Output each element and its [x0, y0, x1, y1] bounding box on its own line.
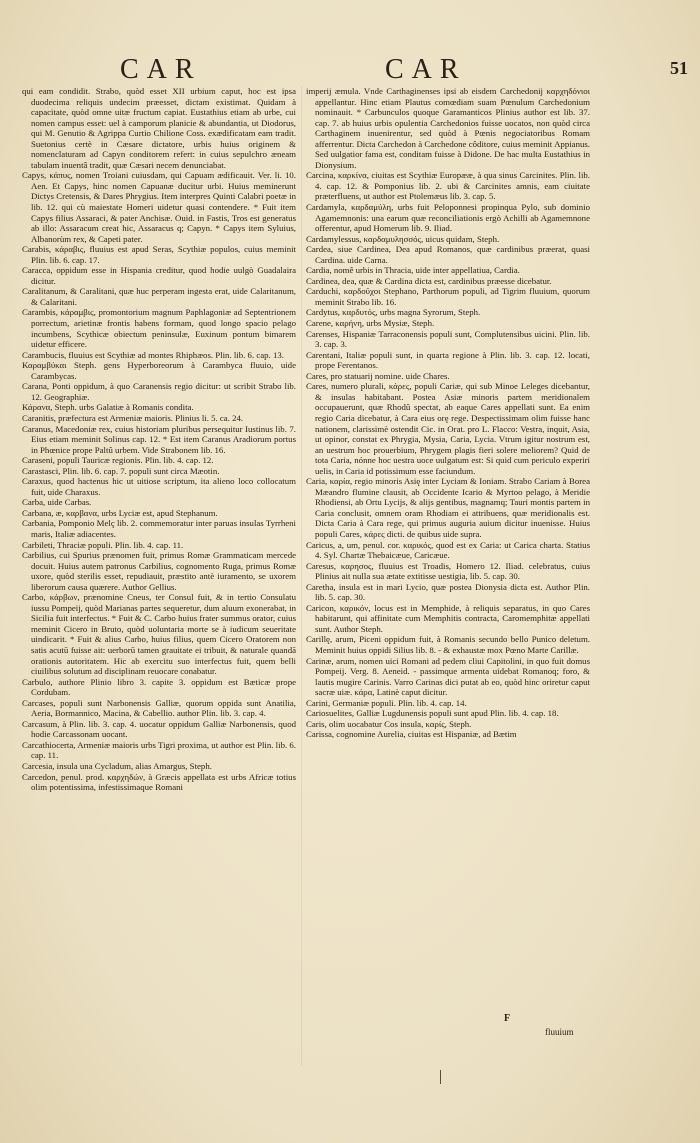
dictionary-entry: Κάρανα, Steph. urbs Galatiæ à Romanis condita. — [22, 402, 194, 413]
dictionary-entry: Carene, καρήνη, urbs Mysiæ, Steph. — [306, 318, 435, 329]
dictionary-entry: Carbileti, Thraciæ populi. Plin. lib. 4. cap. 11. — [22, 539, 184, 550]
left-column — [22, 86, 296, 793]
dictionary-entry: Carbulo, authore Plinio libro 3. capite 3. oppidum est Bæticæ prope Cordubam. — [22, 676, 296, 698]
dictionary-entry: Carcesia, insula una Cycladum, alias Amargus, Steph. — [22, 761, 212, 771]
dictionary-entry: Carcathiocerta, Armeniæ maioris urbs Tigri proxima, ut author est Plin. lib. 6. cap. 11. — [22, 739, 296, 761]
dictionary-entry: Cardia, nomê urbis in Thracia, uide inter appellatiua, Cardia. — [306, 265, 520, 276]
dictionary-entry: Carastasci, Plin. lib. 6. cap. 7. populi sunt circa Mæotin. — [22, 465, 220, 476]
dictionary-entry: Καραμβύκαι Steph. gens Hyperboreorum à Carambyca fluuio, uide Carambycas. — [22, 360, 296, 381]
dictionary-entry: Caraxus, quod hactenus hic ut uitiose scriptum, ita alieno loco collocatum fuit, uide Charaxus. — [22, 476, 296, 497]
dictionary-entry: Carambucis, fluuius est Scythiæ ad montes Rhiphæos. Plin. lib. 6. cap. 13. — [22, 349, 284, 360]
dictionary-entry: Cares, numero plurali, κάρες, populi Cariæ, qui sub Minoe Leleges dicebantur, & insulas habitabant. Postea Asiæ minoris partem meridionalem occupauerunt, quæ Rhodû spectat, ab eaque Cares appellati sunt. Ea enim regio Caria dicebatur, à Cara eius orę rege. Despectissimam olim fuisse hanc nationem, clarissimè ostendit Cic. in Orat. pro L. Flacco: Vestra, inquit, Asia, ut opinor, constat ex Phrygia, Mysia, Caria, Lycia. Vtrum igitur nostrum est, an uestrum hoc prouerbium, Phrygem plagis fieri solere meliorem? Quid de tota Caria, nónne hoc uestra uoce uulgatum est: Si quid cum periculo experiri uelis, in Caria id potissimum esse faciundum. — [306, 381, 590, 476]
right-running-head: CAR — [385, 54, 467, 85]
dictionary-entry: Carcases, populi sunt Narbonensis Galliæ, quorum oppida sunt Anatilia, Aeria, Bormannico, Macina, & Cabellio. author Plin. lib. 3. cap. 4. — [22, 697, 296, 719]
dictionary-entry: Cardea, siue Cardinea, Dea apud Romanos, quæ cardinibus præerat, quasi Cardina. uide Carna. — [306, 244, 590, 265]
dictionary-entry: Cardamylessus, καρδαμυλησσός, uicus quidam, Steph. — [306, 233, 500, 244]
dictionary-entry: Carenses, Hispaniæ Tarraconensis populi sunt, Complutensibus uicini. Plin. lib. 3. cap. 3. — [306, 328, 590, 350]
column-gutter — [301, 86, 302, 1066]
dictionary-entry: Carini, Germaniæ populi. Plin. lib. 4. cap. 14. — [306, 697, 467, 708]
dictionary-entry: Capys, κάπυς, nomen Troiani cuiusdam, qui Capuam ædificauit. Ver. li. 10. Aen. Et Capys, hinc nomen Capuanæ ducitur urbi. Huius meminerunt Dictys Cretensis, & Dares Phrygius. Item interpres Quinti Calabri poetæ in lib. 12. qui cù maiestate Homeri uidetur quasi contendere. * Fuit item Capys filius Assaraci, & pater Anchisæ. Ouid. in Fastis, Tros est generatus ab illo: Assaracum creat hic, Assaracus q; Capyn. * Capys item Syluius, Albanorùm rex, & Capeti pater. — [22, 170, 296, 244]
dictionary-entry: Cardinea, dea, quæ & Cardina dicta est, cardinibus præesse dicebatur. — [306, 275, 552, 286]
dictionary-entry: Caracca, oppidum esse in Hispania creditur, quod hodie uulgò Guadalaira dicitur. — [22, 265, 296, 286]
dictionary-entry: qui eam condidit. Strabo, quòd esset XII urbium caput, hoc est ipsa duodecima reliquis undecim præesset, dictam existimat. Quidam à capacitate, quòd omne uitæ fructum capiat. Eustathius etiam ab urbe, cui nomen campus esset: uel à camporum planicie & abundantia, ut Diodorus, qui M. Genutio & Agrippa Curtio Chilione Coss. exædificatam eam tradit. Suetonius certè in Cæsare dictatore, urbis huius originem & nomenclaturam ad Capyn conditorem refert: in cuius sepulchro æneam tabulam inuentâ tradit, quæ Cæsari necem denunciabat. — [22, 86, 296, 170]
dictionary-entry: Caris, olim uocabatur Cos insula, καρίς, Steph. — [306, 718, 472, 729]
dictionary-entry: Cardytus, καρδυτός, urbs magna Syrorum, Steph. — [306, 307, 481, 318]
dictionary-entry: Caranus, Macedoniæ rex, cuius historiam pluribus persequitur Iustinus lib. 7. Eius etiam meminit Solinus cap. 12. * Est item Caranus Aradiorum portus in Phœnice prope Paltû urbem. Vide Strabonem lib. 16. — [22, 423, 296, 455]
dictionary-entry: Caricus, a, um, penul. cor. καρικός, quod est ex Caria: ut Carica charta. Statius 4. Syl. Chartæ Thebaicæue, Caricæue. — [306, 539, 590, 561]
dictionary-entry: Carduchi, καρδοῦχοι Stephano, Parthorum populi, ad Tigrim fluuium, quorum meminit Strabo lib. 16. — [306, 286, 590, 307]
signature-mark: F — [504, 1013, 511, 1024]
dictionary-entry: Caretha, insula est in mari Lycio, quæ postea Dionysia dicta est. Author Plin. lib. 5. cap. 30. — [306, 581, 590, 603]
dictionary-entry: Carcasum, à Plin. lib. 3. cap. 4. uocatur oppidum Galliæ Narbonensis, quod hodie Carcassonam uocant. — [22, 718, 296, 740]
dictionary-entry: Carana, Ponti oppidum, à quo Caranensis regio dicitur: ut scribit Strabo lib. 12. Geographiæ. — [22, 381, 296, 402]
ink-mark — [440, 1070, 441, 1084]
left-running-head: CAR — [120, 54, 202, 85]
dictionary-entry: Carbo, κάρβων, prænomine Cneus, ter Consul fuit, & in tertio Consulatu iussu Pompeij, quòd Marianas partes sequeretur, dum aluum exonerabat, in Sicilia fuit interfectus. * Fuit & C. Carbo huius frater summus orator, cuius meminit Cicero in Bruto, quòd uoluntaria morte se à iudicum seueritate uindicarit. * Fuit & alius Carbo, huius filius, quem Cicero Oratorem non satis acutū fuisse ait: uerborū tamen grauitate ei tribuit, & naturale quandā orationis autoritatem. Hic ab exercitu suo interfectus fuit, quem belli ciuilibus solutum ad disciplinam reuocare conabatur. — [22, 592, 296, 677]
catchword: fluuium — [545, 1027, 574, 1037]
dictionary-entry: Carbana, æ, καρβανα, urbs Lyciæ est, apud Stephanum. — [22, 507, 218, 518]
dictionary-entry: Carbania, Pomponio Melç lib. 2. commemoratur inter paruas insulas Tyrrheni maris, Italiæ adiacentes. — [22, 518, 296, 539]
dictionary-entry: Carillę, arum, Piceni oppidum fuit, à Romanis secundo bello Punico deletum. Meminit huius oppidi Silius lib. 8. - & exhaustæ mox Pœno Marte Carillæ. — [306, 634, 590, 655]
dictionary-entry: Carentani, Italiæ populi sunt, in quarta regione à Plin. lib. 3. cap. 12. locati, prope Ferentanos. — [306, 349, 590, 371]
page-number: 51 — [670, 58, 688, 78]
dictionary-entry: Cariosuelites, Galliæ Lugdunensis populi sunt apud Plin. lib. 4. cap. 18. — [306, 708, 559, 719]
dictionary-entry: Caranitis, præfectura est Armeniæ maioris. Plinius li. 5. ca. 24. — [22, 412, 244, 423]
dictionary-entry: Carcedon, penul. prod. καρχηδών, à Græcis appellata est urbs Africæ totius olim potentissima, infestissimaque Romani — [22, 771, 296, 793]
dictionary-entry: Carcina, καρκίνα, ciuitas est Scythiæ Europææ, à qua sinus Carcinites. Plin. lib. 4. cap. 12. & Pomponius lib. 2. ubi & Carcinites amnis, eam ciuitate præterfluens, ut author est Ptolemæus lib. 3. cap. 5. — [306, 170, 590, 202]
dictionary-entry: Cardamyla, καρδαμύλη, urbs fuit Peloponnesi propinqua Pylo, sub dominio Agamemnonis: una earum quæ reconciliationis ergò Achilli ab Agamemnone offerentur, apud Homerum lib. 9. Iliad. — [306, 202, 590, 234]
dictionary-entry: Caresus, καρησος, fluuius est Troadis, Homero 12. Iliad. celebratus, cuius Plinius ait nulla sua ætate extitisse uestigia, lib. 5. cap. 30. — [306, 560, 590, 582]
dictionary-entry: Carambis, κάραμβις, promontorium magnum Paphlagoniæ ad Septentrionem porrectum, arietinæ frontis habens formam, quod longo spacio pelago incumbens, Scythicæ obiectum peninsulæ, Euxinum pontum bimarem uidetur efficere. — [22, 307, 296, 350]
dictionary-entry: Carba, uide Carbas. — [22, 497, 92, 508]
dictionary-entry: Carabis, κάραβις, fluuius est apud Seras, Scythiæ populos, cuius meminit Plin. lib. 6. cap. 17. — [22, 244, 296, 265]
dictionary-entry: Caraseni, populi Tauricæ regionis. Plin. lib. 4. cap. 12. — [22, 455, 214, 466]
dictionary-entry: Caralitanum, & Caralitani, quæ huc perperam ingesta erat, uide Calaritanum, & Calaritani. — [22, 286, 296, 307]
dictionary-entry: Carissa, cognomine Aurelia, ciuitas est Hispaniæ, ad Bætim — [306, 729, 517, 740]
dictionary-entry: Caria, καρία, regio minoris Asię inter Lyciam & Ioniam. Strabo Cariam à Borea Mæandro flumine clausit, ab Occidente Icario & Myrtoo pelago, à Meridie Rhodiensi, ab Ortu Lycijs, & alijs gentibus, magnamq; Tauri montis partem in Caria conclusit, omnem oram Rhodiam ei attribuens, quæ meridionalis est. Dicta Caria à Cara rege, qui primus auguria auium dicitur inuenisse. Huius populi Cares, κάρες dicti. de quibus uide supra. — [306, 476, 590, 539]
dictionary-entry: Caricon, καρικόν, locus est in Memphide, à reliquis separatus, in quo Cares habitarunt, qui affinitate cum Memphitis contracta, Caromemphitæ appellati sunt. Author Steph. — [306, 602, 590, 634]
dictionary-entry: imperij æmula. Vnde Carthaginenses ipsi ab eisdem Carchedonij καρχηδόνιοι appellantur. Hinc etiam Plautus comœdiam suam Pœnulum Carchedonium nominauit. * Carbunculos quoque Garamanticos Plinius author est lib. 37. cap. 7. ab huius urbis opulentia Carchedonios fuisse uocatos, non quòd circa Carthaginem inuenirentur, sed quòd à Pœnis negociatoribus Romam afferrentur. Dicta Carchedon à Carchedone côditore, cuius meminit Appianus. Sed uulgatior fama est, conditam fuisse à Didone. De hac multa Eustathius in Dionysium. — [306, 86, 590, 170]
dictionary-entry: Carbilius, cui Spurius prænomen fuit, primus Romæ Grammaticam mercede docuit. Huius autem patronus Carbilius, cognomento Ruga, primus Romæ uxore, quòd sterilis esset, repudiauit, præstito antè iuramento, se uxorem liberorum causa quærere. Author Gellius. — [22, 550, 296, 592]
right-column — [306, 86, 590, 740]
dictionary-entry: Cares, pro statuarij nomine. uide Chares. — [306, 370, 450, 381]
dictionary-entry: Carinæ, arum, nomen uici Romani ad pedem cliui Capitolini, in quo fuit domus Pompeij. Verg. 8. Aeneid. - passimque armenta uidebat Romanoq; foro, & lautis mugire Carinis. Varro Carinas dici putat ab eo, quòd hinc oriretur caput sacræ uiæ. κάρα, Latinè caput dicitur. — [306, 655, 590, 698]
